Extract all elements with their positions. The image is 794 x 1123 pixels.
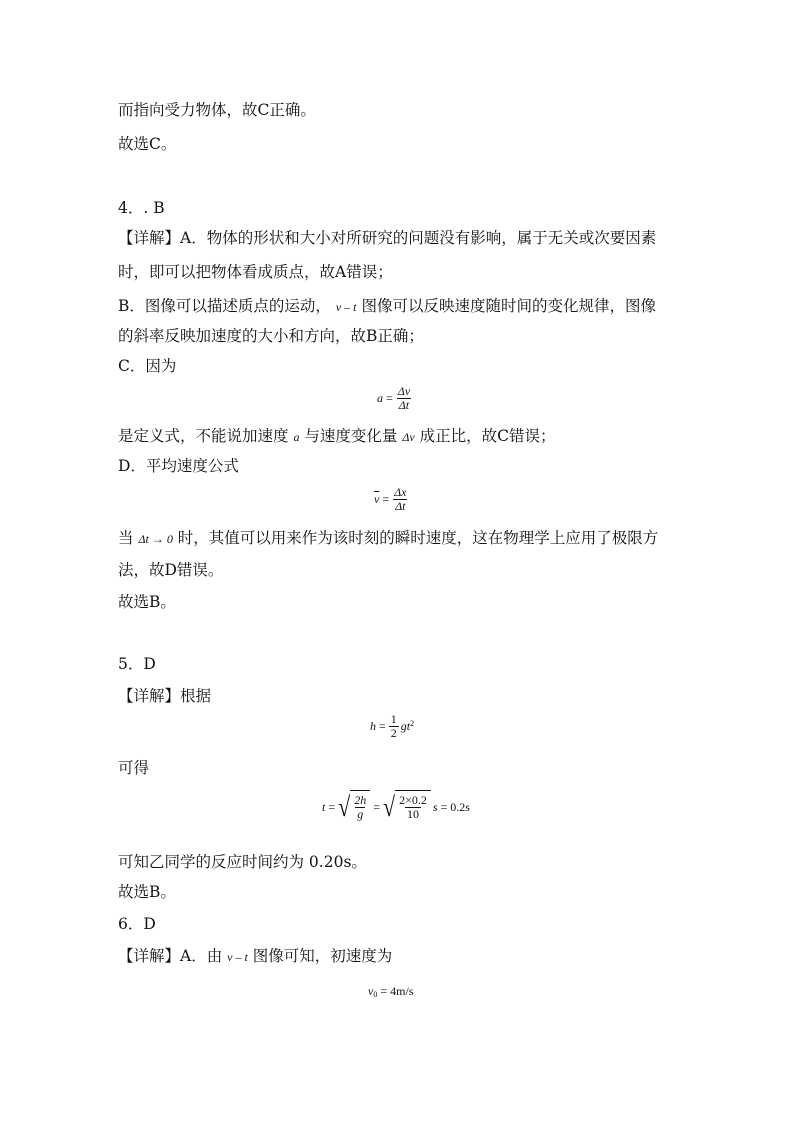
text-line xyxy=(118,946,392,967)
text-segment: 图像可知，初速度为 xyxy=(252,947,393,965)
formula-time xyxy=(322,790,470,824)
inline-math-limit: Δt → 0 xyxy=(138,532,173,546)
question-number-5: 5．D xyxy=(118,655,156,673)
text-line: 的斜率反映加速度的大小和方向，故B正确； xyxy=(118,327,424,345)
text-segment: 图像可以反映速度随时间的变化规律，图像 xyxy=(361,297,656,315)
math-symbol: v xyxy=(368,984,374,998)
fraction-denominator: 2 xyxy=(390,726,397,740)
fraction xyxy=(352,794,368,821)
text-segment: 【详解】A．由 xyxy=(118,947,223,965)
math-operator: = xyxy=(373,799,380,814)
formula-average-velocity xyxy=(374,486,408,513)
math-operator: = xyxy=(379,719,386,733)
fraction-numerator: Δx xyxy=(394,485,407,499)
fraction-denominator: 10 xyxy=(406,807,419,821)
text-line xyxy=(118,528,658,549)
math-operator: = xyxy=(380,984,388,998)
math-symbol: $\overline{v}$ xyxy=(374,492,380,506)
inline-math-dv: Δv xyxy=(402,430,415,444)
inline-math-vt: v – t xyxy=(227,950,248,964)
text-line: 时，即可以把物体看成质点，故A错误； xyxy=(118,263,393,281)
text-line: 故选C。 xyxy=(118,135,177,153)
text-line xyxy=(118,296,656,317)
math-symbol: gt xyxy=(400,719,411,733)
fraction-numerator: Δv xyxy=(397,384,411,398)
text-line: C．因为 xyxy=(118,357,177,375)
text-line: 可得 xyxy=(118,759,150,777)
text-segment: 成正比，故C错误； xyxy=(419,427,556,445)
radicand xyxy=(350,790,370,824)
radicand xyxy=(395,790,431,824)
math-result: 0.2s xyxy=(450,799,470,814)
text-line: 【详解】根据 xyxy=(118,687,212,705)
text-segment: B．图像可以描述质点的运动， xyxy=(118,297,331,315)
math-symbol: t xyxy=(322,799,326,814)
text-line: 而指向受力物体，故C正确。 xyxy=(118,101,316,119)
math-symbol: a xyxy=(377,391,383,405)
fraction-denominator: Δt xyxy=(398,398,410,412)
fraction xyxy=(396,385,412,412)
math-symbol: h xyxy=(370,719,376,733)
text-segment: 是定义式，不能说加速度 xyxy=(118,427,289,445)
math-operator: = xyxy=(386,391,393,405)
text-line: 故选B。 xyxy=(118,883,176,901)
math-operator: = xyxy=(382,492,390,506)
fraction-denominator: Δt xyxy=(395,499,406,513)
radical-sign: √ xyxy=(338,790,351,822)
inline-math-vt: v – t xyxy=(335,300,357,314)
formula-acceleration xyxy=(377,385,412,412)
text-line: 【详解】A．物体的形状和大小对所研究的问题没有影响，属于无关或次要因素 xyxy=(118,229,657,247)
text-line xyxy=(118,426,556,447)
square-root xyxy=(338,790,370,824)
fraction-numerator: 2×0.2 xyxy=(399,793,427,807)
text-segment: 与速度变化量 xyxy=(304,427,398,445)
text-line: 可知乙同学的反应时间约为 0.20s。 xyxy=(118,853,367,871)
math-unit: s xyxy=(432,799,438,814)
text-segment: 时，其值可以用来作为该时刻的瞬时速度，这在物理学上应用了极限方 xyxy=(177,529,659,547)
math-operator: = xyxy=(440,799,448,814)
text-line: 故选B。 xyxy=(118,593,176,611)
fraction-denominator: g xyxy=(357,807,364,821)
fraction-numerator: 2h xyxy=(354,793,367,807)
text-line: 法，故D错误。 xyxy=(118,561,224,579)
text-line: D．平均速度公式 xyxy=(118,457,239,475)
inline-math-a: a xyxy=(293,430,300,444)
text-segment: 当 xyxy=(118,529,134,547)
math-exponent: 2 xyxy=(410,719,415,728)
math-operator: = xyxy=(328,799,336,814)
radical-sign: √ xyxy=(382,790,396,822)
formula-free-fall xyxy=(370,713,414,740)
square-root xyxy=(383,790,431,824)
fraction-numerator: 1 xyxy=(390,712,397,726)
fraction xyxy=(389,713,399,740)
formula-initial-velocity xyxy=(368,984,413,999)
math-subscript: 0 xyxy=(373,990,378,999)
fraction xyxy=(397,794,429,821)
fraction xyxy=(392,486,408,513)
math-value: 4m/s xyxy=(390,984,414,998)
question-number-6: 6．D xyxy=(118,915,156,933)
question-number-4: 4．. B xyxy=(118,199,165,217)
